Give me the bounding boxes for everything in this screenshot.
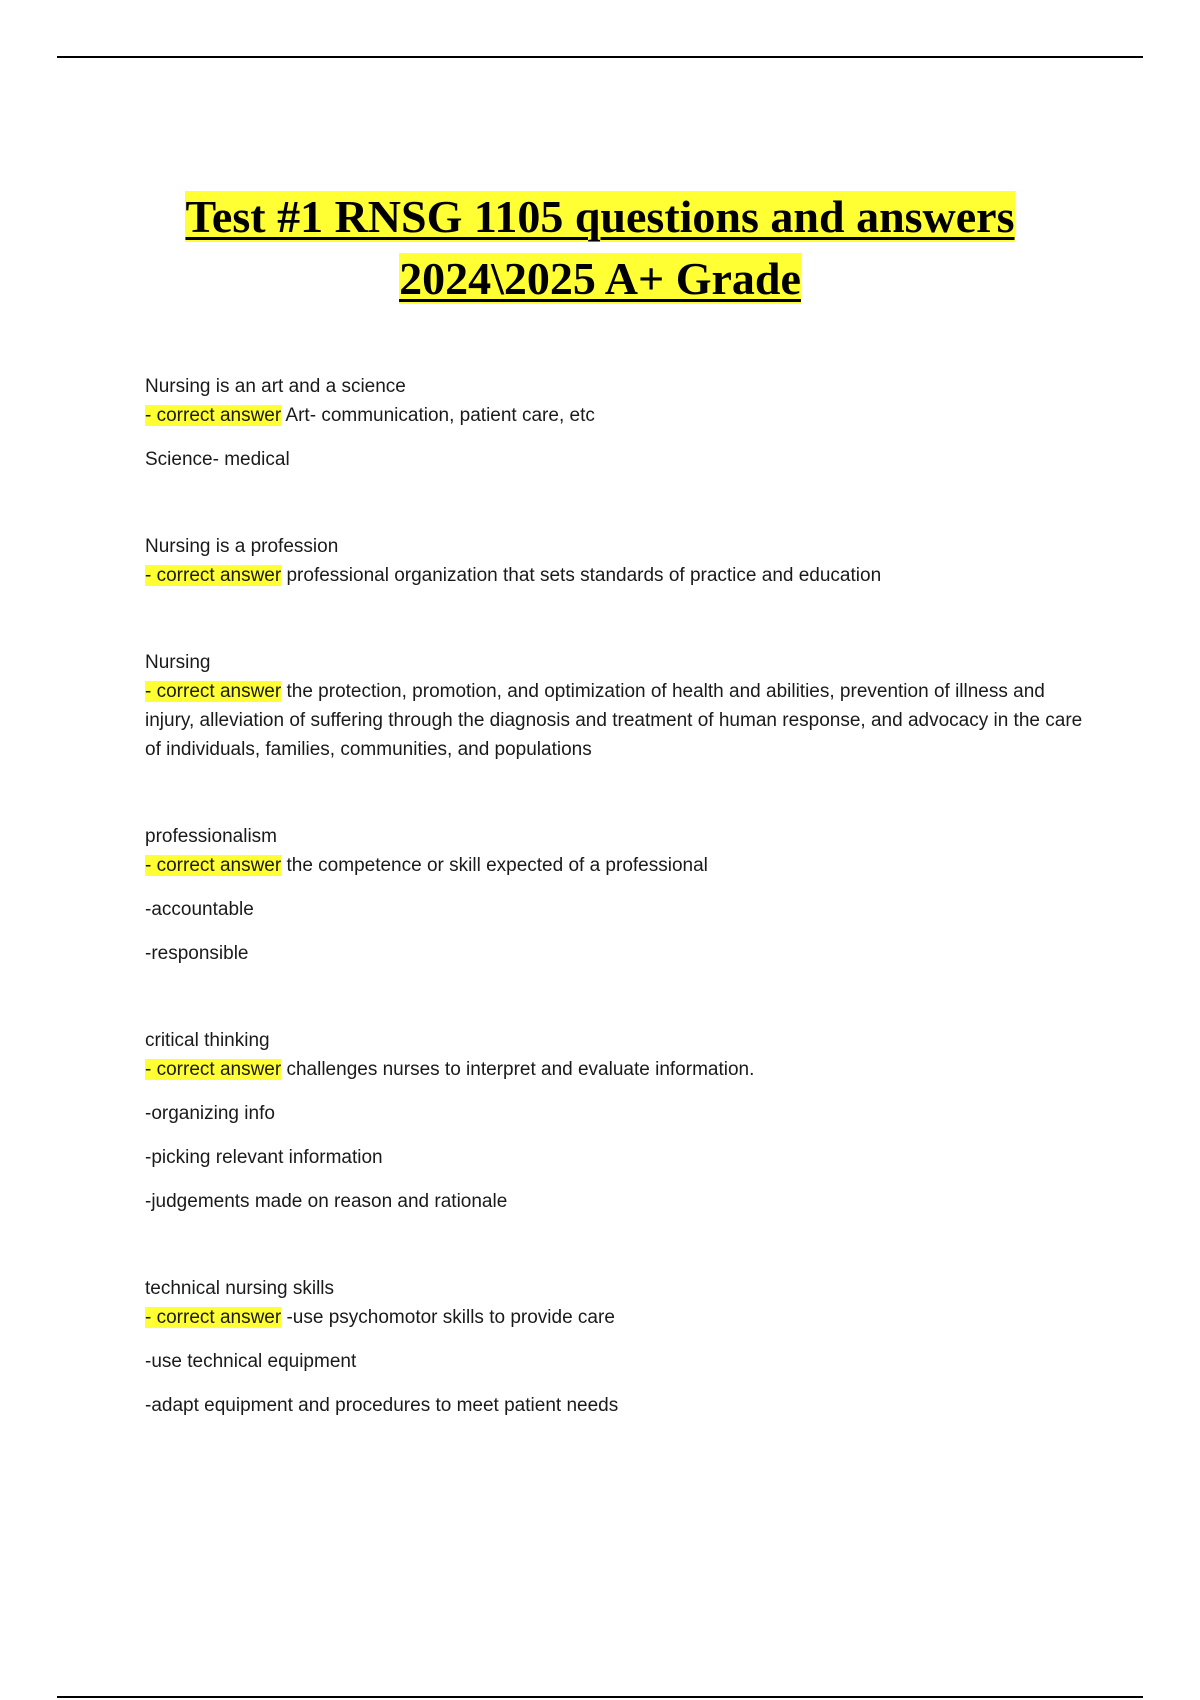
correct-answer-marker: - correct answer bbox=[145, 681, 282, 702]
correct-answer-marker: - correct answer bbox=[145, 855, 282, 876]
answer-body: challenges nurses to interpret and evaluate information. bbox=[281, 1059, 755, 1080]
qa-item bbox=[145, 822, 1095, 968]
answer-detail: -organizing info bbox=[145, 1103, 275, 1124]
qa-item bbox=[145, 372, 1095, 474]
correct-answer-marker: - correct answer bbox=[145, 1059, 282, 1080]
document-title bbox=[0, 186, 1200, 310]
top-rule bbox=[57, 56, 1143, 58]
qa-item bbox=[145, 648, 1095, 764]
qa-item bbox=[145, 1274, 1095, 1420]
answer-detail: -responsible bbox=[145, 943, 249, 964]
title-line-1: Test #1 RNSG 1105 questions and answers bbox=[185, 191, 1015, 242]
answer-detail: Science- medical bbox=[145, 449, 290, 470]
answer-detail: -accountable bbox=[145, 899, 254, 920]
answer-body: the protection, promotion, and optimization of health and abilities, prevention of illness and injury, alleviation of suffering through the diagnosis and treatment of human response, and advocacy in the care of individuals, families, communities, and populations bbox=[145, 681, 1083, 760]
correct-answer-marker: - correct answer bbox=[145, 405, 282, 426]
answer-detail: -use technical equipment bbox=[145, 1351, 357, 1372]
answer-text bbox=[145, 1303, 1095, 1332]
bottom-rule bbox=[57, 1696, 1143, 1698]
question-text: Nursing bbox=[145, 652, 211, 673]
qa-list bbox=[145, 372, 1095, 1420]
qa-item bbox=[145, 1026, 1095, 1216]
question-text: Nursing is a profession bbox=[145, 536, 339, 557]
answer-body: the competence or skill expected of a professional bbox=[281, 855, 708, 876]
question-text: technical nursing skills bbox=[145, 1278, 335, 1299]
answer-text bbox=[145, 851, 1095, 880]
question-text: critical thinking bbox=[145, 1030, 270, 1051]
question-text: Nursing is an art and a science bbox=[145, 376, 406, 397]
answer-text bbox=[145, 561, 1095, 590]
answer-body: Art- communication, patient care, etc bbox=[281, 405, 595, 426]
answer-text bbox=[145, 1055, 1095, 1084]
answer-body: -use psychomotor skills to provide care bbox=[281, 1307, 615, 1328]
answer-text bbox=[145, 677, 1095, 764]
title-line-2: 2024\2025 A+ Grade bbox=[399, 253, 801, 304]
correct-answer-marker: - correct answer bbox=[145, 1307, 282, 1328]
question-text: professionalism bbox=[145, 826, 277, 847]
answer-detail: -judgements made on reason and rationale bbox=[145, 1191, 508, 1212]
answer-text bbox=[145, 401, 1095, 430]
answer-body: professional organization that sets standards of practice and education bbox=[281, 565, 882, 586]
answer-detail: -adapt equipment and procedures to meet patient needs bbox=[145, 1395, 619, 1416]
correct-answer-marker: - correct answer bbox=[145, 565, 282, 586]
answer-detail: -picking relevant information bbox=[145, 1147, 383, 1168]
qa-item bbox=[145, 532, 1095, 590]
